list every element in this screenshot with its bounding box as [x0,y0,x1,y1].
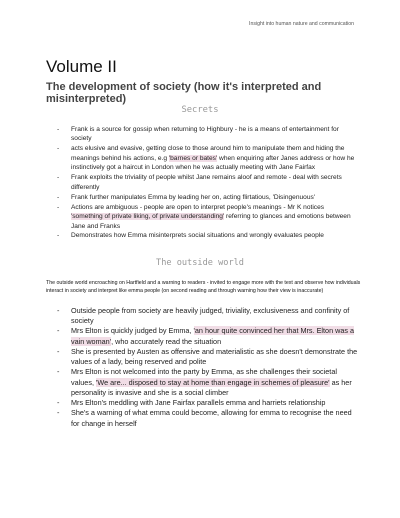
highlighted-quote: 'barnes or bates' [168,154,218,162]
list-item: - Actions are ambiguous - people are open to interpret people's meanings - Mr K notices 'something of private liking, of private understanding' referring to glances and emotions between Jane and Franks [57,203,357,231]
section-heading-outside-world: The outside world [156,258,244,268]
list-item: - She's a warning of what emma could become, allowing for emma to recognise the need for change in herself [57,408,359,428]
section-heading-secrets: Secrets [181,105,219,115]
list-item: - Demonstrates how Emma misinterprets social situations and wrongly evaluates people [57,231,357,240]
highlighted-quote: 'something of private liking, of private understanding' [71,213,225,221]
list-item: - Mrs Elton's meddling with Jane Fairfax parallels emma and harriets relationship [57,398,359,408]
secrets-list [57,125,357,241]
page-title: Volume II [46,57,117,76]
list-item: - Frank is a source for gossip when returning to Highbury - he is a means of entertainment for society [57,125,357,144]
highlighted-quote: 'an hour quite convinced her that Mrs. Elton was a vain woman' [71,326,355,346]
list-item: - Frank exploits the triviality of people whilst Jane remains aloof and remote - deal with secrets differently [57,173,357,192]
list-item: - Mrs Elton is not welcomed into the party by Emma, as she challenges their societal values, 'We are... disposed to stay at home than engage in schemes of pleasure' as her personality is invasive and she is a social climber [57,367,359,397]
page-subtitle: The development of society (how it's interpreted and misinterpreted) [46,81,322,105]
list-item: - Mrs Elton is quickly judged by Emma, 'an hour quite convinced her that Mrs. Elton was a vain woman', who accurately read the situation [57,326,359,346]
outside-world-list [57,306,359,429]
list-item: - Outside people from society are heavily judged, triviality, exclusiveness and confinity of society [57,306,359,326]
list-item: - She is presented by Austen as offensive and materialistic as she doesn't demonstrate the values of a lady, being reserved and polite [57,347,359,367]
list-item: - acts elusive and evasive, getting close to those around him to manipulate them and hiding the meanings behind his actions, e.g 'barnes or bates' when enquiring after Janes address or how he instinctively got a haircut in London when he was actually meeting with Jane Fairfax [57,144,357,172]
list-item: - Frank further manipulates Emma by leading her on, acting flirtatious, 'Disingenuous' [57,193,357,202]
section-intro: The outside world encroaching on Hartfield and a warning to readers - invited to engage more with the text and observe how individuals interact in society and interpret like emma people (on second reading and through warning how their view is inaccurate) [46,280,361,295]
highlighted-quote: 'We are... disposed to stay at home than engage in schemes of pleasure' [96,377,330,387]
page-header-note: Insight into human nature and communication [249,21,354,27]
